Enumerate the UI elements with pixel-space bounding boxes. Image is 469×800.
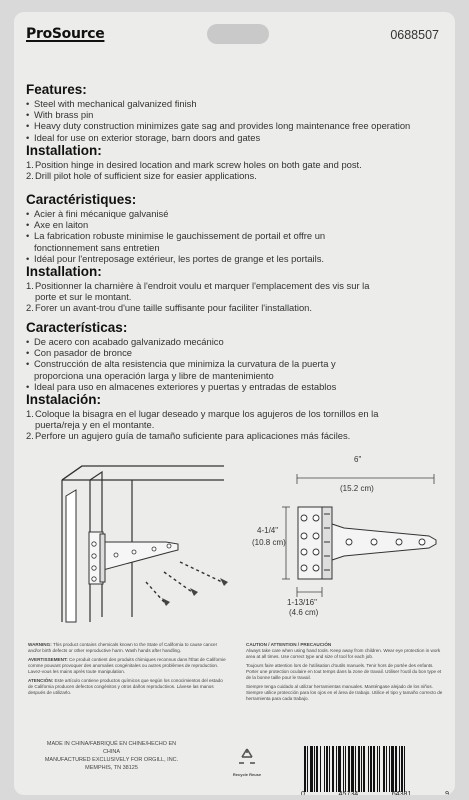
sku-number: 0688507 [390,28,439,42]
diagrams [14,452,455,627]
warnings-right: CAUTION / ATTENTION / PRECAUCIÓN Always take care when using hand tools. Keep away from children. Wear eye protection in work area at all times. Use correct type and size of tool for each job. Toujours faire attention lors de l'utilisation d'outils manuels. Tenir hors de portée des enfants. Porter une protection oculaire en tout temps dans la zone de travail. Utiliser l'outil du bon type et de la bonne taille pour le travail. Siempre tenga cuidado al utilizar herramientas manuales. Manténgase alejado de los niños. Siempre utilice protección para los ojos en el área de trabajo. Utilice el tipo y tamaño correcto de herramienta para cada trabajo. [246,642,443,701]
feature-item: • Steel with mechanical galvanized finish [26,98,446,109]
width-inches: 6" [354,455,362,464]
features-heading: Features: [26,82,87,97]
install-step: 2. Drill pilot hole of sufficient size for easier applications. [26,170,257,182]
feature-item: • Idéal pour l'entreposage extérieur, les portes de grange et les portails. [26,253,446,264]
brand-logo: ProSource [26,26,105,42]
feature-item: • Axe en laiton [26,219,446,230]
install-step: 1. Coloque la bisagra en el lugar deseado y marque los agujeros de los tornillos en la puerta/reja y en el montante. [26,408,379,431]
feature-item: • Ideal for use on exterior storage, barn doors and gates [26,132,446,143]
leaf-cm: (4.6 cm) [289,608,319,617]
height-inches: 4-1/4" [257,526,279,535]
hang-hole [207,24,269,44]
install-step: 2. Forer un avant-trou d'une taille suffisante pour faciliter l'installation. [26,302,312,314]
feature-item: • Acier à fini mécanique galvanisé [26,208,446,219]
installation-heading: Instalación: [26,392,102,408]
recycle-logo: Recycle Reuse [232,747,262,777]
spanish-features [26,320,446,442]
features-heading: Características: [26,320,128,335]
french-features [26,192,446,314]
install-step: 1. Position hinge in desired location and mark screw holes on both gate and post. [26,158,362,170]
install-step: 1. Positionner la charnière à l'endroit voulu et marquer l'emplacement des vis sur la porte et sur le montant. [26,280,370,303]
upc-barcode [304,746,446,792]
manufacturer-info: MADE IN CHINA/FABRIQUÉ EN CHINE/HECHO EN CHINA MANUFACTURED EXCLUSIVELY FOR ORGILL, INC. MEMPHIS, TN 38125 [44,741,179,771]
english-features [26,82,446,181]
feature-item: • With brass pin [26,109,446,120]
feature-item: • Construcción de alta resistencia que minimiza la curvatura de la puerta y proporciona una operación larga y libre de mantenimiento [26,358,356,380]
installation-heading: Installation: [26,142,102,158]
feature-item: • Heavy duty construction minimizes gate sag and provides long maintenance free operation [26,120,446,131]
width-cm: (15.2 cm) [340,484,374,493]
features-heading: Caractéristiques: [26,192,137,207]
product-card [14,12,455,795]
height-cm: (10.8 cm) [252,538,286,547]
leaf-inches: 1-13/16" [287,598,317,607]
feature-item: • Ideal para uso en almacenes exteriores y puertas y entradas de establos [26,381,446,392]
warnings-left: WARNING: This product contains chemicals known to the State of California to cause cancer and/or birth defects or other reproductive harm. Wash hands after handling. AVERTISSEMENT: Ce produit contient des produits chimiques reconnus dans l'État de Californie comme pouvant provoquer des anomalies congénitales ou autres problèmes de reproduction. Lavez-vous les mains après toute manipulation. ATENCIÓN: Este artículo contiene productos químicos que según los conocimientos del estado de California producen defectos congénitos y otros daños reproductivos. Lávese las manos después de utilizarlo. [28,642,226,695]
barcode-digits: 0 45734 64381 9 [301,791,449,795]
feature-item: • De acero con acabado galvanizado mecánico [26,336,446,347]
install-step: 2. Perfore un agujero guía de tamaño suficiente para aplicaciones más fáciles. [26,430,351,442]
installation-heading: Installation: [26,264,102,280]
installation-diagram [14,452,455,627]
feature-item: • La fabrication robuste minimise le gauchissement de portail et offre un fonctionnement sans entretien [26,230,326,252]
recycle-icon [236,747,258,767]
feature-item: • Con pasador de bronce [26,347,446,358]
